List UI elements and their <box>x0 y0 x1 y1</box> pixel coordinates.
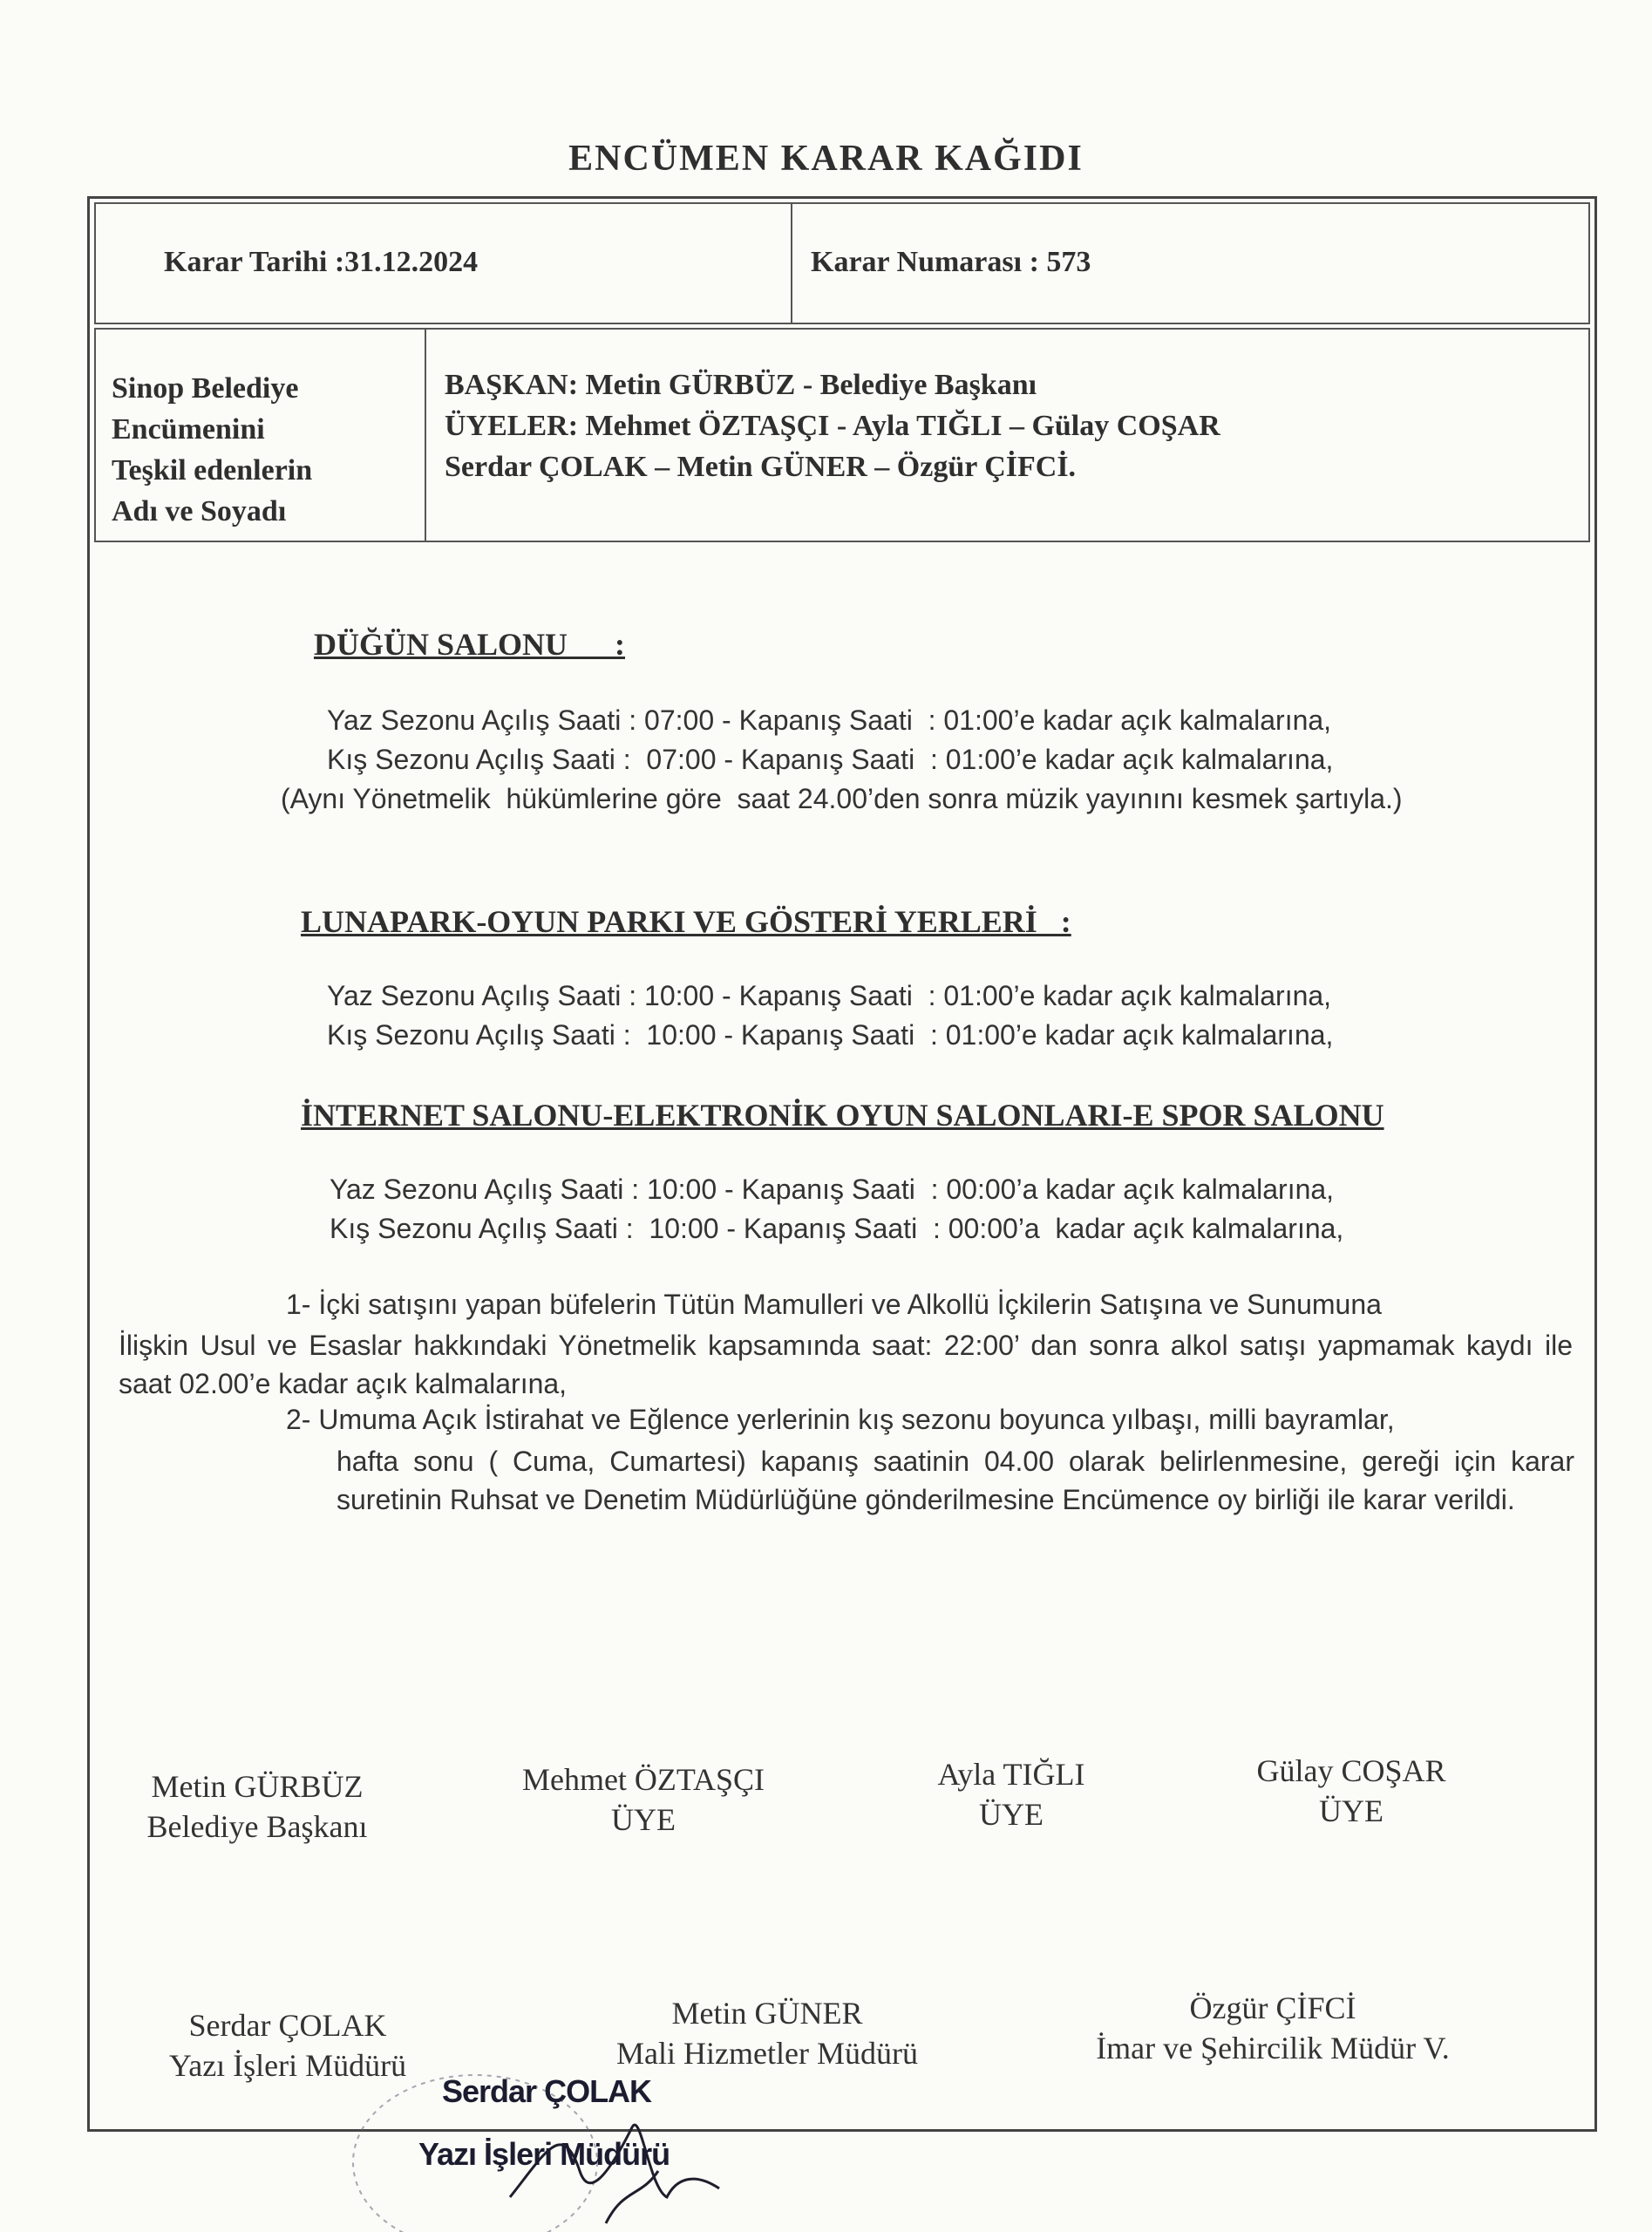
section-title-internet-salon: İNTERNET SALONU-ELEKTRONİK OYUN SALONLARI-E SPOR SALONU <box>301 1098 1384 1133</box>
signatory-name: Gülay COŞAR <box>1256 1753 1446 1788</box>
decision-header-row <box>94 202 1590 324</box>
signatory-title: Belediye Başkanı <box>146 1809 368 1844</box>
signatory-title: ÜYE <box>1319 1793 1383 1828</box>
council-member-names <box>445 364 1569 487</box>
council-members-row <box>94 328 1590 542</box>
council-label-line: Adı ve Soyadı <box>112 495 287 527</box>
header-divider <box>791 204 792 323</box>
decision-item-2-first-line: 2- Umuma Açık İstirahat ve Eğlence yerlerinin kış sezonu boyunca yılbaşı, milli bayramlar, <box>286 1404 1395 1435</box>
signature-block <box>122 1766 392 1847</box>
signatory-name: Metin GÜRBÜZ <box>151 1769 364 1804</box>
decision-number: Karar Numarası : 573 <box>811 246 1091 278</box>
document-title: ENCÜMEN KARAR KAĞIDI <box>568 139 1084 179</box>
decision-item-1-body: İlişkin Usul ve Esaslar hakkındaki Yönetmelik kapsamında saat: 22:00’ dan sonra alkol satışı yapmamak kaydı ile saat 02.00’e kadar açık kalmalarına, <box>119 1330 1573 1399</box>
signature-block <box>504 1759 783 1840</box>
member-line-members: ÜYELER: Mehmet ÖZTAŞÇI - Ayla TIĞLI – Gülay COŞAR <box>445 410 1220 442</box>
signatory-name: Ayla TIĞLI <box>937 1757 1085 1792</box>
council-label <box>112 368 408 532</box>
signatory-name: Metin GÜNER <box>671 1996 863 2031</box>
section-title-wedding-hall: DÜĞÜN SALONU : <box>314 627 626 662</box>
signatory-name: Mehmet ÖZTAŞÇI <box>521 1762 765 1797</box>
schedule-note: (Aynı Yönetmelik hükümlerine göre saat 24.00’den sonra müzik yayınını kesmek şartıyla.) <box>281 783 1403 814</box>
signatory-title: Yazı İşleri Müdürü <box>168 2048 407 2083</box>
signature-block <box>593 1993 942 2073</box>
schedule-line: Yaz Sezonu Açılış Saati : 10:00 - Kapanış Saati : 00:00’a kadar açık kalmalarına, <box>330 1174 1335 1205</box>
decision-item-1-first-line: 1- İçki satışını yapan büfelerin Tütün Mamulleri ve Alkollü İçkilerin Satışına ve Sunumuna <box>286 1289 1382 1320</box>
member-line-members-cont: Serdar ÇOLAK – Metin GÜNER – Özgür ÇİFCİ. <box>445 451 1077 483</box>
decision-item-2-body: hafta sonu ( Cuma, Cumartesi) kapanış saatinin 04.00 olarak belirlenmesine, gereği için karar suretinin Ruhsat ve Denetim Müdürlüğüne gönderilmesine Encümence oy birliği ile karar verildi. <box>337 1446 1574 1515</box>
signature-block <box>889 1754 1133 1834</box>
council-label-line: Sinop Belediye <box>112 372 299 405</box>
council-label-line: Encümenini <box>112 413 265 446</box>
signatory-title: Mali Hizmetler Müdürü <box>616 2036 918 2071</box>
schedule-line: Kış Sezonu Açılış Saati : 10:00 - Kapanış Saati : 01:00’e kadar açık kalmalarına, <box>327 1019 1334 1051</box>
signatory-title: ÜYE <box>979 1797 1044 1832</box>
signatory-title: ÜYE <box>611 1802 676 1837</box>
schedule-line: Yaz Sezonu Açılış Saati : 07:00 - Kapanış Saati : 01:00’e kadar açık kalmalarına, <box>327 704 1332 736</box>
official-stamp <box>344 2066 867 2232</box>
stamp-title: Yazı İşleri Müdürü <box>418 2136 670 2172</box>
signatory-title: İmar ve Şehircilik Müdür V. <box>1096 2031 1450 2065</box>
section-title-lunapark: LUNAPARK-OYUN PARKI VE GÖSTERİ YERLERİ : <box>301 904 1071 939</box>
member-line-president: BAŞKAN: Metin GÜRBÜZ - Belediye Başkanı <box>445 369 1037 401</box>
signature-block <box>1064 1988 1482 2068</box>
stamp-name: Serdar ÇOLAK <box>442 2073 652 2109</box>
schedule-line: Yaz Sezonu Açılış Saati : 10:00 - Kapanış Saati : 01:00’e kadar açık kalmalarına, <box>327 980 1332 1011</box>
decision-date: Karar Tarihi :31.12.2024 <box>164 246 479 278</box>
council-label-line: Teşkil edenlerin <box>112 454 313 487</box>
signatory-name: Serdar ÇOLAK <box>188 2008 387 2043</box>
signature-block <box>1220 1751 1482 1831</box>
members-divider <box>425 330 426 541</box>
signatory-name: Özgür ÇİFCİ <box>1189 1990 1356 2025</box>
schedule-line: Kış Sezonu Açılış Saati : 07:00 - Kapanış Saati : 01:00’e kadar açık kalmalarına, <box>327 744 1334 775</box>
schedule-line: Kış Sezonu Açılış Saati : 10:00 - Kapanış Saati : 00:00’a kadar açık kalmalarına, <box>330 1213 1344 1244</box>
